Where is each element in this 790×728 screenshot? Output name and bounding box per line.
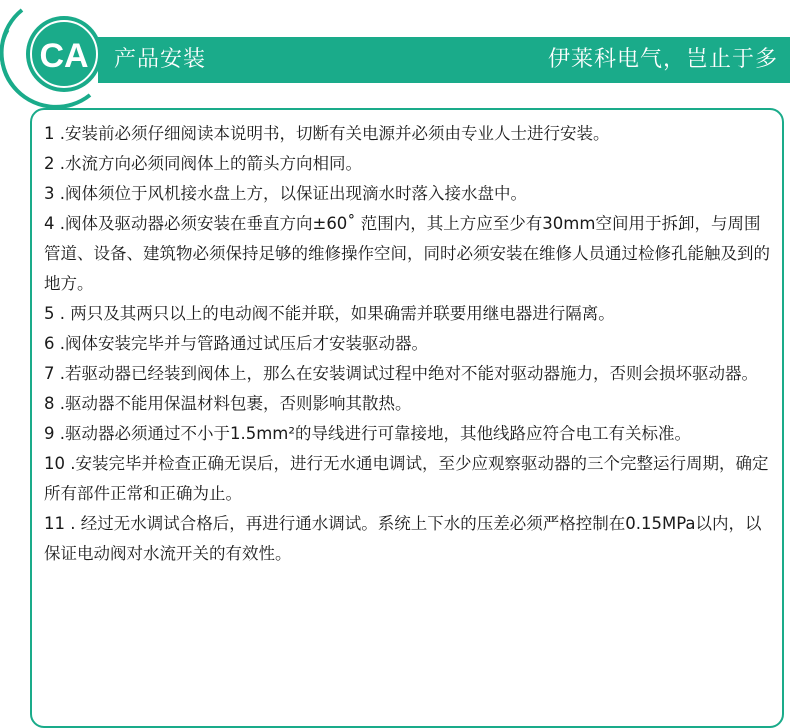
instruction-item-10: 10 .安装完毕并检查正确无误后，进行无水通电调试，至少应观察驱动器的三个完整运行周期，确定所有部件正常和正确为止。 bbox=[44, 454, 769, 503]
header-band bbox=[98, 37, 790, 83]
logo-icon bbox=[0, 0, 112, 110]
header bbox=[0, 0, 790, 110]
section-title: 产品安装 bbox=[114, 47, 207, 72]
instruction-list bbox=[44, 119, 774, 569]
instruction-item-9: 9 .驱动器必须通过不小于1.5mm²的导线进行可靠接地，其他线路应符合电工有关标准。 bbox=[44, 424, 691, 443]
instruction-item-6: 6 .阀体安装完毕并与管路通过试压后才安装驱动器。 bbox=[44, 334, 428, 353]
svg-text:CA: CA bbox=[39, 37, 89, 75]
brand-slogan: 伊莱科电气，岂止于多 bbox=[547, 47, 778, 72]
instruction-item-1: 1 .安装前必须仔细阅读本说明书，切断有关电源并必须由专业人士进行安装。 bbox=[44, 124, 610, 143]
instruction-item-3: 3 .阀体须位于风机接水盘上方，以保证出现滴水时落入接水盘中。 bbox=[44, 184, 527, 203]
instruction-item-7: 7 .若驱动器已经装到阀体上，那么在安装调试过程中绝对不能对驱动器施力，否则会损坏驱动器。 bbox=[44, 364, 758, 383]
instruction-item-8: 8 .驱动器不能用保温材料包裹，否则影响其散热。 bbox=[44, 394, 412, 413]
instruction-item-5: 5 . 两只及其两只以上的电动阀不能并联，如果确需并联要用继电器进行隔离。 bbox=[44, 304, 615, 323]
instruction-item-4: 4 .阀体及驱动器必须安装在垂直方向±60˚ 范围内，其上方应至少有30mm空间用于拆卸，与周围管道、设备、建筑物必须保持足够的维修操作空间，同时必须安装在维修人员通过检修孔能触及到的地方。 bbox=[44, 214, 770, 293]
instruction-item-2: 2 .水流方向必须同阀体上的箭头方向相同。 bbox=[44, 154, 362, 173]
instruction-item-11: 11 . 经过无水调试合格后，再进行通水调试。系统上下水的压差必须严格控制在0.15MPa以内，以保证电动阀对水流开关的有效性。 bbox=[44, 514, 762, 563]
